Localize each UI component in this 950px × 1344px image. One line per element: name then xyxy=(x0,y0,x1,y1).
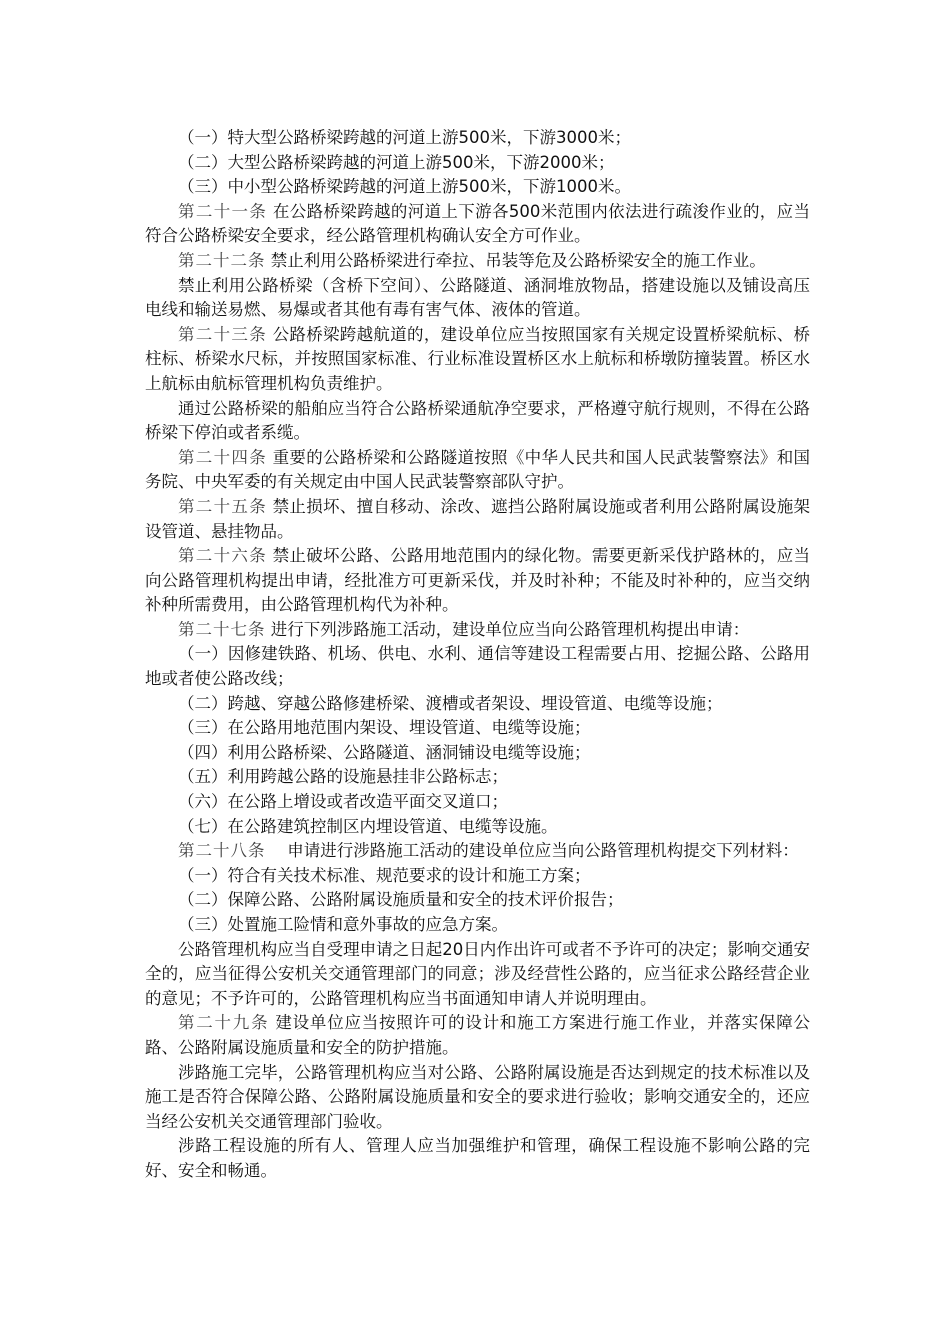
article-number: 第二十七条 xyxy=(178,619,266,639)
article-24: 第二十四条 重要的公路桥梁和公路隧道按照《中华人民共和国人民武装警察法》和国务院、中央军委的有关规定由中国人民武装警察部队守护。 xyxy=(145,447,811,492)
clause-paragraph: （三）在公路用地范围内架设、埋设管道、电缆等设施； xyxy=(178,718,591,738)
article-22: 第二十二条 禁止利用公路桥梁进行牵拉、吊装等危及公路桥梁安全的施工作业。 xyxy=(178,250,766,270)
clause-paragraph: （三）中小型公路桥梁跨越的河道上游500米，下游1000米。 xyxy=(178,177,631,197)
article-27: 第二十七条 进行下列涉路施工活动，建设单位应当向公路管理机构提出申请： xyxy=(178,619,750,639)
article-number: 第二十九条 xyxy=(178,1013,270,1033)
article-29: 第二十九条 建设单位应当按照许可的设计和施工方案进行施工作业，并落实保障公路、公路附属设施质量和安全的防护措施。 xyxy=(145,1013,811,1057)
article-21: 第二十一条 在公路桥梁跨越的河道上下游各500米范围内依法进行疏浚作业的，应当符合公路桥梁安全要求，经公路管理机构确认安全方可作业。 xyxy=(145,201,811,246)
body-paragraph: 通过公路桥梁的船舶应当符合公路桥梁通航净空要求，严格遵守航行规则，不得在公路桥梁下停泊或者系缆。 xyxy=(145,398,810,443)
article-number: 第二十四条 xyxy=(178,447,268,467)
clause-paragraph: （一）特大型公路桥梁跨越的河道上游500米，下游3000米； xyxy=(178,128,631,147)
clause-paragraph: （二）保障公路、公路附属设施质量和安全的技术评价报告； xyxy=(178,890,624,910)
body-paragraph: 涉路施工完毕，公路管理机构应当对公路、公路附属设施是否达到规定的技术标准以及施工是否符合保障公路、公路附属设施质量和安全的要求进行验收；影响交通安全的，还应当经公安机关交通管理部门验收。 xyxy=(145,1062,810,1131)
clause-paragraph: （二）跨越、穿越公路修建桥梁、渡槽或者架设、埋设管道、电缆等设施； xyxy=(178,693,723,713)
body-paragraph: 公路管理机构应当自受理申请之日起20日内作出许可或者不予许可的决定；影响交通安全的，应当征得公安机关交通管理部门的同意；涉及经营性公路的，应当征求公路经营企业的意见；不予许可的，公路管理机构应当书面通知申请人并说明理由。 xyxy=(145,939,810,1008)
article-25: 第二十五条 禁止损坏、擅自移动、涂改、遮挡公路附属设施或者利用公路附属设施架设管道、悬挂物品。 xyxy=(145,496,811,541)
body-paragraph: 涉路工程设施的所有人、管理人应当加强维护和管理，确保工程设施不影响公路的完好、安全和畅通。 xyxy=(145,1136,810,1180)
clause-paragraph: （一）符合有关技术标准、规范要求的设计和施工方案； xyxy=(178,865,591,885)
article-number: 第二十六条 xyxy=(178,546,268,566)
article-number: 第二十一条 xyxy=(178,201,268,221)
article-23: 第二十三条 公路桥梁跨越航道的，建设单位应当按照国家有关规定设置桥梁航标、桥柱标、桥梁水尺标，并按照国家标准、行业标准设置桥区水上航标和桥墩防撞装置。桥区水上航标由航标管理机构负责维护。 xyxy=(145,324,811,393)
article-number: 第二十三条 xyxy=(178,324,268,344)
clause-paragraph: （七）在公路建筑控制区内埋设管道、电缆等设施。 xyxy=(178,816,558,836)
article-number: 第二十五条 xyxy=(178,496,268,516)
clause-paragraph: （五）利用跨越公路的设施悬挂非公路标志； xyxy=(178,767,508,787)
article-26: 第二十六条 禁止破坏公路、公路用地范围内的绿化物。需要更新采伐护路林的，应当向公路管理机构提出申请，经批准方可更新采伐，并及时补种；不能及时补种的，应当交纳补种所需费用，由公路管理机构代为补种。 xyxy=(145,546,811,615)
clause-paragraph: （三）处置施工险情和意外事故的应急方案。 xyxy=(178,915,508,934)
article-number: 第二十二条 xyxy=(178,250,266,270)
article-number: 第二十八条 xyxy=(178,841,266,861)
document-body xyxy=(145,126,810,1184)
clause-paragraph: （二）大型公路桥梁跨越的河道上游500米，下游2000米； xyxy=(178,152,615,172)
body-paragraph: 禁止利用公路桥梁（含桥下空间）、公路隧道、涵洞堆放物品，搭建设施以及铺设高压电线和输送易燃、易爆或者其他有毒有害气体、液体的管道。 xyxy=(145,275,810,320)
clause-paragraph: （六）在公路上增设或者改造平面交叉道口； xyxy=(178,792,508,812)
clause-paragraph: （一）因修建铁路、机场、供电、水利、通信等建设工程需要占用、挖掘公路、公路用地或者使公路改线； xyxy=(145,644,810,689)
clause-paragraph: （四）利用公路桥梁、公路隧道、涵洞铺设电缆等设施； xyxy=(178,742,591,762)
article-28: 第二十八条 申请进行涉路施工活动的建设单位应当向公路管理机构提交下列材料： xyxy=(178,841,799,861)
